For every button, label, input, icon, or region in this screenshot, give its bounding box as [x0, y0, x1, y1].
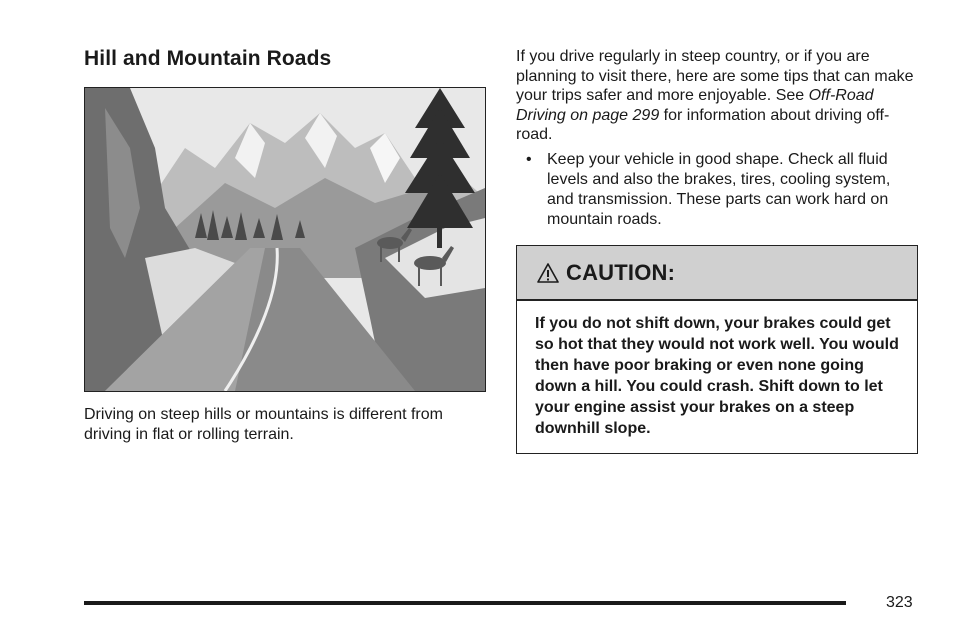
page-number: 323 — [886, 594, 913, 611]
section-heading: Hill and Mountain Roads — [84, 47, 332, 70]
bullet-text: Keep your vehicle in good shape. Check all fluid levels and also the brakes, tires, cooling system, and transmission. These parts can work hard on mountain roads. — [547, 151, 891, 228]
warning-triangle-icon — [537, 262, 559, 284]
caution-box — [516, 245, 918, 454]
intro-paragraph — [516, 47, 920, 145]
footer-rule — [84, 601, 846, 605]
bullet-item — [526, 150, 906, 230]
caution-body: If you do not shift down, your brakes could get so hot that they would not work well. You would then have poor braking or even none going down a hill. You could crash. Shift down to let your engine assist your brakes on a steep downhill slope. — [535, 315, 899, 437]
intro-tail: for information about driving off-road. — [516, 106, 890, 143]
bullet-marker: • — [526, 151, 532, 168]
mountain-road-drawing — [85, 88, 485, 391]
caution-header — [517, 246, 917, 301]
mountain-road-illustration — [84, 87, 486, 392]
caution-title: CAUTION: — [566, 259, 676, 285]
illustration-caption: Driving on steep hills or mountains is different from driving in flat or rolling terrain. — [84, 406, 443, 443]
cross-reference: Off-Road Driving on page 299 — [516, 87, 874, 124]
intro-lead: If you drive regularly in steep country, or if you are planning to visit there, here are some tips that can make your trips safer and more enjoyable. See — [516, 48, 914, 104]
